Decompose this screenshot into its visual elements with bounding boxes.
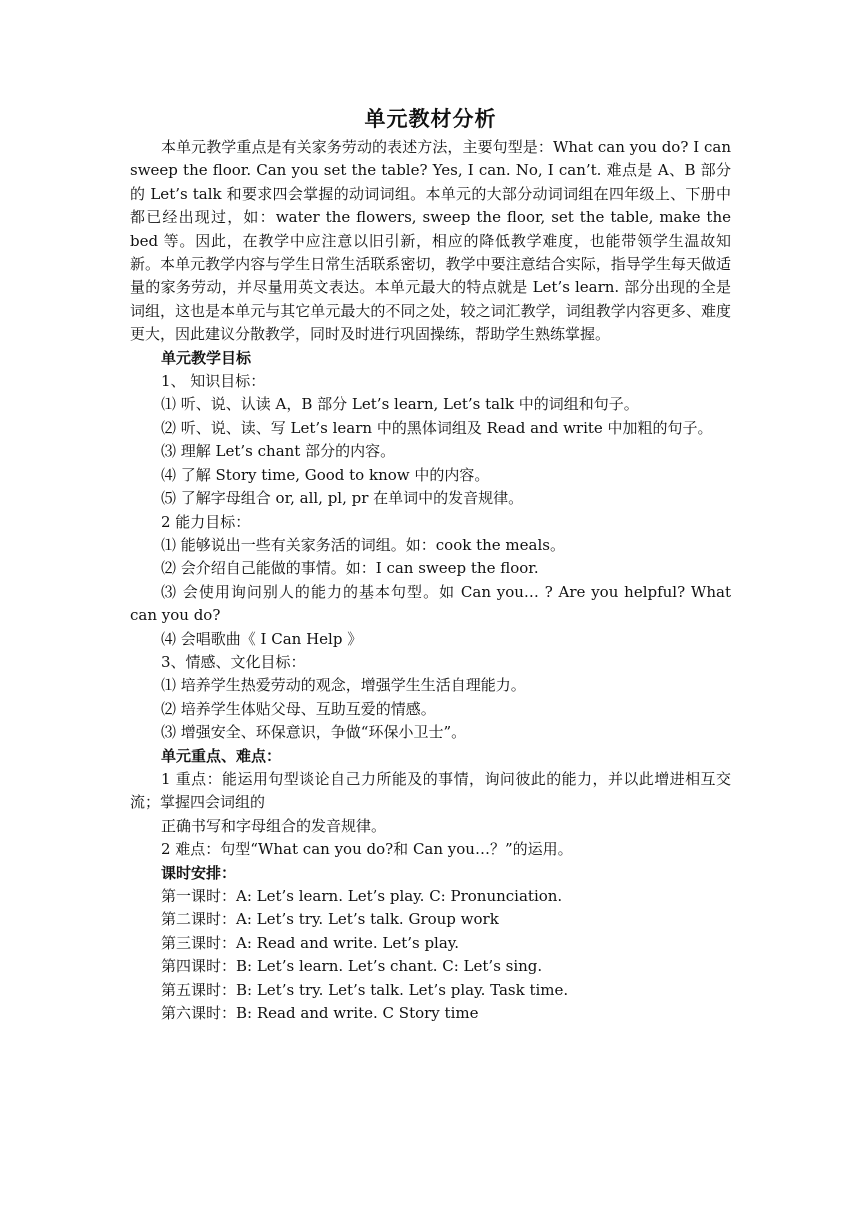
ability-heading: 2 能力目标：	[161, 512, 251, 531]
knowledge-item: ⑷ 了解 Story time, Good to know 中的内容。	[161, 465, 490, 484]
ability-item: ⑵ 会介绍自己能做的事情。如：I can sweep the floor.	[161, 559, 539, 578]
emotion-item: ⑴ 培养学生热爱劳动的观念，增强学生生活自理能力。	[161, 676, 526, 695]
intro-paragraph: 本单元教学重点是有关家务劳动的表述方法，主要句型是：What can you do? I can sweep the floor. Can you set the table? Yes, I can. No, I can’t. 难点是 A、B 部分的 Let’s talk 和要求四会掌握的动词词组。本单元的大部分动词词组在四年级上、下册中都已经出现过，如：water the flowers, sweep the floor, set the table, make the bed 等。因此，在教学中应注意以旧引新，相应的降低教学难度，也能带领学生温故知新。本单元教学内容与学生日常生活联系密切，教学中要注意结合实际，指导学生每天做适量的家务劳动，并尽量用英文表达。本单元最大的特点就是 Let’s learn. 部分出现的全是词组，这也是本单元与其它单元最大的不同之处，较之词汇教学，词组教学内容更多、难度更大，因此建议分散教学，同时及时进行巩固操练，帮助学生熟练掌握。	[130, 138, 731, 344]
knowledge-heading: 1、 知识目标：	[161, 372, 266, 391]
ability-item: ⑶ 会使用询问别人的能力的基本句型。如 Can you… ? Are you helpful? What can you do?	[130, 582, 731, 625]
key-point-2: 2 难点：句型“What can you do?和 Can you…？”的运用。	[161, 840, 573, 859]
schedule-item: 第六课时：B: Read and write. C Story time	[161, 1004, 479, 1023]
knowledge-item: ⑵ 听、说、读、写 Let’s learn 中的黑体词组及 Read and write 中加粗的句子。	[161, 418, 713, 437]
document-page	[130, 102, 731, 1025]
emotion-item: ⑶ 增强安全、环保意识，争做“环保小卫士”。	[161, 723, 467, 742]
schedule-item: 第一课时：A: Let’s learn. Let’s play. C: Pronunciation.	[161, 887, 563, 905]
emotion-heading: 3、情感、文化目标：	[161, 652, 306, 671]
key-point-1: 1 重点：能运用句型谈论自己力所能及的事情，询问彼此的能力，并以此增进相互交流；掌握四会词组的	[130, 769, 731, 812]
knowledge-item: ⑴ 听、说、认读 A，B 部分 Let’s learn, Let’s talk 中的词组和句子。	[161, 395, 639, 414]
key-heading: 单元重点、难点：	[161, 746, 282, 765]
schedule-item: 第二课时：A: Let’s try. Let’s talk. Group work	[161, 910, 499, 929]
schedule-item: 第四课时：B: Let’s learn. Let’s chant. C: Let’s sing.	[161, 957, 543, 976]
page-title: 单元教材分析	[364, 106, 497, 131]
key-point-1-continued: 正确书写和字母组合的发音规律。	[161, 816, 387, 835]
schedule-item: 第五课时：B: Let’s try. Let’s talk. Let’s play. Task time.	[161, 980, 569, 999]
goals-heading: 单元教学目标	[161, 348, 252, 367]
schedule-item: 第三课时：A: Read and write. Let’s play.	[161, 933, 460, 952]
schedule-heading: 课时安排：	[161, 863, 237, 882]
knowledge-item: ⑸ 了解字母组合 or, all, pl, pr 在单词中的发音规律。	[161, 489, 524, 508]
ability-item: ⑴ 能够说出一些有关家务活的词组。如：cook the meals。	[161, 535, 565, 554]
emotion-item: ⑵ 培养学生体贴父母、互助互爱的情感。	[161, 699, 436, 718]
knowledge-item: ⑶ 理解 Let’s chant 部分的内容。	[161, 442, 396, 461]
ability-item: ⑷ 会唱歌曲《 I Can Help 》	[161, 629, 363, 648]
